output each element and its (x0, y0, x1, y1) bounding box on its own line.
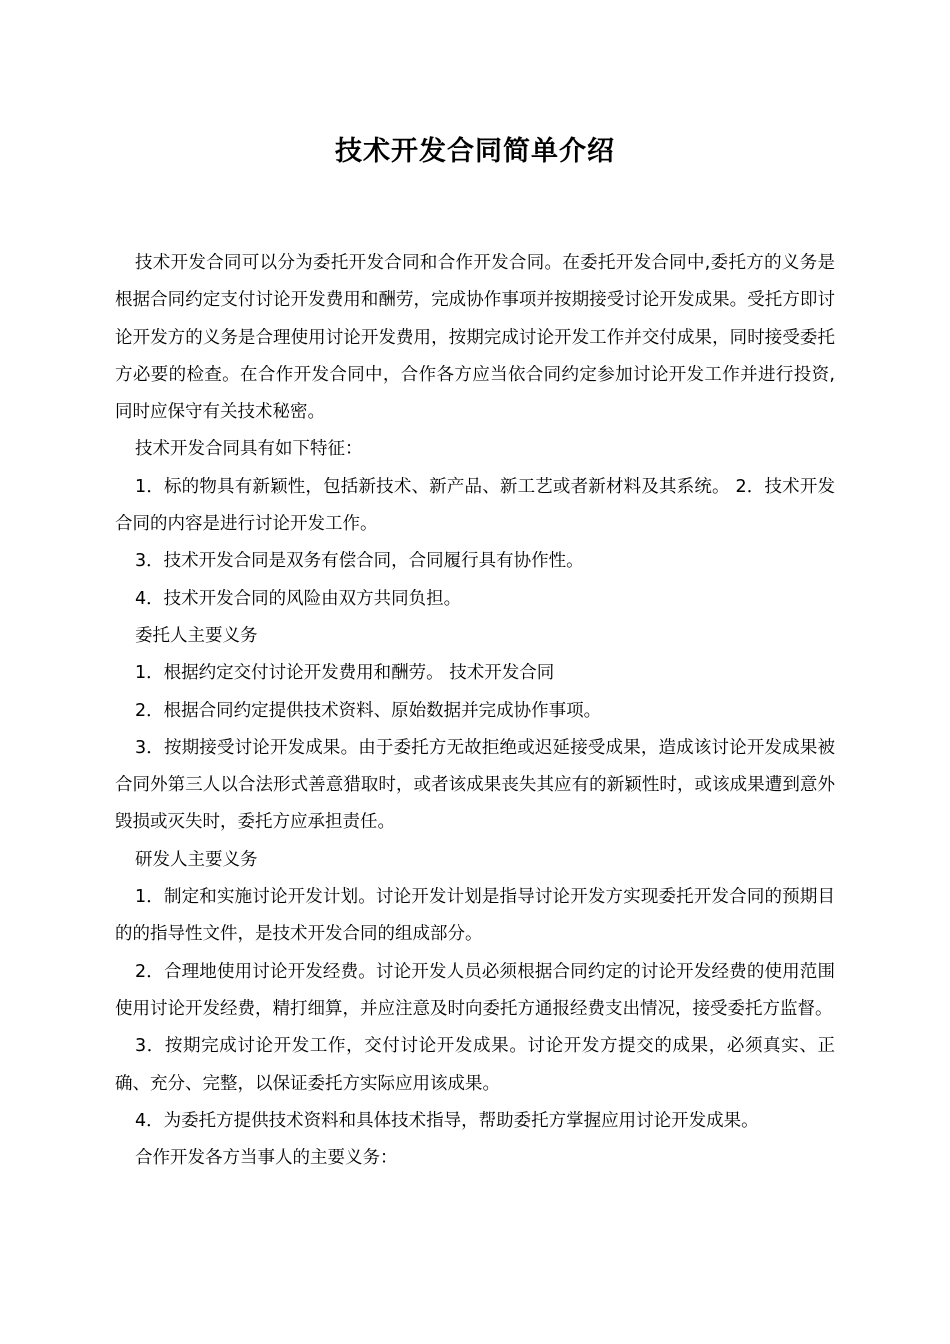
paragraph-features-heading: 技术开发合同具有如下特征： (135, 439, 363, 460)
paragraph-developer-duty-4: 4．为委托方提供技术资料和具体技术指导，帮助委托方掌握应用讨论开发成果。 (135, 1110, 759, 1131)
paragraph-client-duty-1: 1．根据约定交付讨论开发费用和酬劳。 技术开发合同 (135, 663, 555, 684)
paragraph-client-duty-3: 3．按期接受讨论开发成果。由于委托方无故拒绝或迟延接受成果，造成该讨论开发成果被合同外第三人以合法形式善意猎取时，或者该成果丧失其应有的新颖性时，或该成果遭到意外毁损或灭失时，委托方应承担责任。 (115, 737, 835, 833)
document-body (115, 245, 835, 1177)
paragraph-developer-duty-3: 3．按期完成讨论开发工作，交付讨论开发成果。讨论开发方提交的成果，必须真实、正确、充分、完整，以保证委托方实际应用该成果。 (115, 1036, 835, 1094)
paragraph-client-duty-2: 2．根据合同约定提供技术资料、原始数据并完成协作事项。 (135, 700, 602, 721)
paragraph-feature-4: 4．技术开发合同的风险由双方共同负担。 (135, 588, 462, 609)
document-title: 技术开发合同简单介绍 (335, 136, 615, 167)
paragraph-feature-3: 3．技术开发合同是双务有偿合同，合同履行具有协作性。 (135, 551, 584, 572)
paragraph-intro: 技术开发合同可以分为委托开发合同和合作开发合同。在委托开发合同中,委托方的义务是根据合同约定支付讨论开发费用和酬劳，完成协作事项并按期接受讨论开发成果。受托方即讨论开发方的义务是合理使用讨论开发费用，按期完成讨论开发工作并交付成果，同时接受委托方必要的检查。在合作开发合同中，合作各方应当依合同约定参加讨论开发工作并进行投资,同时应保守有关技术秘密。 (115, 253, 835, 423)
paragraph-client-duties-heading: 委托人主要义务 (135, 625, 258, 646)
paragraph-developer-duties-heading: 研发人主要义务 (135, 849, 258, 870)
paragraph-cooperation-duties-heading: 合作开发各方当事人的主要义务： (135, 1148, 398, 1169)
paragraph-feature-1-2: 1．标的物具有新颖性，包括新技术、新产品、新工艺或者新材料及其系统。 2．技术开发合同的内容是进行讨论开发工作。 (115, 476, 835, 535)
paragraph-developer-duty-2: 2．合理地使用讨论开发经费。讨论开发人员必须根据合同约定的讨论开发经费的使用范围使用讨论开发经费，精打细算，并应注意及时向委托方通报经费支出情况，接受委托方监督。 (115, 961, 835, 1019)
paragraph-developer-duty-1: 1．制定和实施讨论开发计划。讨论开发计划是指导讨论开发方实现委托开发合同的预期目的的指导性文件，是技术开发合同的组成部分。 (115, 887, 835, 945)
